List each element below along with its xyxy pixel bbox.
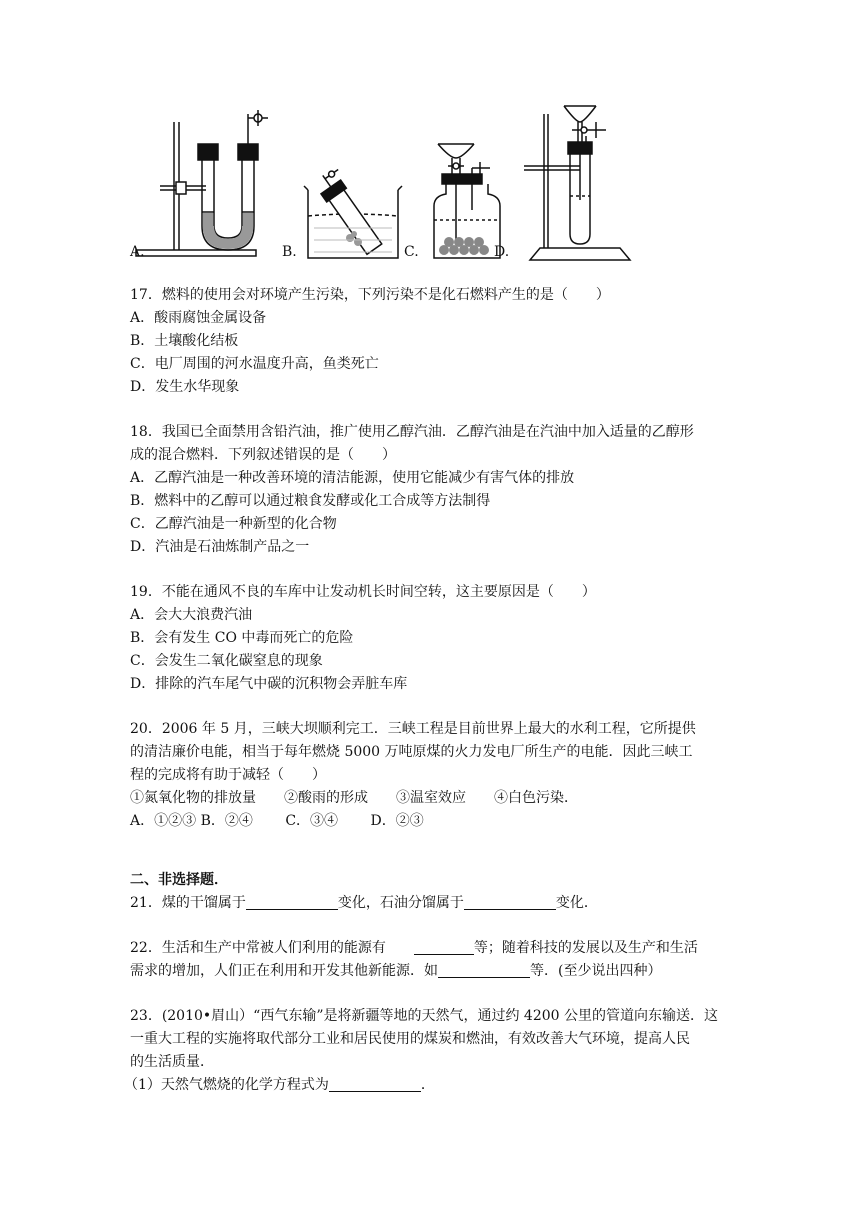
u-tube-apparatus-icon (130, 108, 280, 258)
option-b: B．土壤酸化结板 (130, 333, 239, 349)
option-d: D．发生水华现象 (130, 379, 240, 395)
apparatus-figures (120, 100, 760, 270)
question-20 (130, 718, 740, 833)
answer-blank-1[interactable] (246, 894, 338, 910)
question-21 (130, 892, 740, 915)
beaker-apparatus-icon (298, 164, 408, 264)
options-row (130, 810, 740, 833)
statement-items (130, 787, 740, 810)
question-stem-line-1: 18．我国已全面禁用含铅汽油，推广使用乙醇汽油．乙醇汽油是在汽油中加入适量的乙醇形 (130, 424, 694, 440)
option-d: D．排除的汽车尾气中碳的沉积物会弄脏车库 (130, 676, 408, 692)
q22-text-4: 等．(至少说出四种） (530, 963, 662, 979)
question-stem-line-1: 23．(2010•眉山）“西气东输”是将新疆等地的天然气，通过约 4200 公里的管道向东输送．这 (130, 1008, 719, 1024)
question-content (124, 284, 740, 1119)
sub-question-1 (124, 1074, 740, 1097)
option-d: D．②③ (370, 813, 424, 829)
sub-question-1-end: ． (420, 1077, 435, 1093)
question-18 (130, 421, 740, 559)
question-stem-line-1: 20．2006 年 5 月，三峡大坝顺利完工．三峡工程是目前世界上最大的水利工程，它所提供 (130, 721, 696, 737)
test-tube-stand-apparatus-icon (520, 100, 650, 264)
question-stem-line-2: 的清洁廉价电能，相当于每年燃烧 5000 万吨原煤的火力发电厂所生产的电能．因此三峡工 (130, 744, 693, 760)
figure-b (298, 164, 408, 264)
item-2: ②酸雨的形成 (284, 790, 368, 806)
q22-text-1: 22．生活和生产中常被人们利用的能源有 (130, 940, 386, 956)
question-stem-line-2: 一重大工程的实施将取代部分工业和居民使用的煤炭和燃油，有效改善大气环境，提高人民 (130, 1031, 690, 1047)
option-a: A．乙醇汽油是一种改善环境的清洁能源，使用它能减少有害气体的排放 (130, 470, 575, 486)
answer-blank-2[interactable] (464, 894, 556, 910)
option-b: B．燃料中的乙醇可以通过粮食发酵或化工合成等方法制得 (130, 493, 491, 509)
question-19 (130, 581, 740, 696)
figure-d (520, 100, 650, 264)
q22-text-2: 等；随着科技的发展以及生产和生活 (473, 940, 698, 956)
q21-text-1: 21．煤的干馏属于 (130, 895, 246, 911)
option-b: B．会有发生 CO 中毒而死亡的危险 (130, 630, 354, 646)
q21-text-2: 变化，石油分馏属于 (337, 895, 464, 911)
item-3: ③温室效应 (396, 790, 466, 806)
section-heading: 二、非选择题． (130, 872, 228, 888)
figure-a (130, 108, 280, 258)
question-23 (124, 1005, 740, 1097)
sub-question-1-text: （1）天然气燃烧的化学方程式为 (124, 1077, 329, 1093)
figure-label-b: B. (282, 244, 297, 260)
question-22 (130, 937, 740, 983)
question-stem-line-3: 程的完成将有助于减轻（ ） (130, 767, 326, 783)
option-a: A．会大大浪费汽油 (130, 607, 253, 623)
option-d: D．汽油是石油炼制产品之一 (130, 539, 310, 555)
question-stem: 17．燃料的使用会对环境产生污染，下列污染不是化石燃料产生的是（ ） (130, 287, 610, 303)
option-c: C．会发生二氧化碳窒息的现象 (130, 653, 323, 669)
option-a: A．酸雨腐蚀金属设备 (130, 310, 267, 326)
question-stem: 19．不能在通风不良的车库中让发动机长时间空转，这主要原因是（ ） (130, 584, 596, 600)
q21-text-3: 变化． (555, 895, 598, 911)
answer-blank-2[interactable] (438, 962, 530, 978)
figure-label-c: C. (404, 244, 419, 260)
question-17 (130, 284, 740, 399)
question-21-line (130, 892, 740, 915)
option-a: A．①②③ (130, 813, 197, 829)
question-stem-line-3: 的生活质量． (130, 1054, 214, 1070)
figure-label-a: A. (130, 244, 145, 260)
item-1: ①氮氧化物的排放量 (130, 790, 256, 806)
answer-blank-1[interactable] (414, 939, 474, 955)
option-c: C．③④ (285, 813, 339, 829)
q22-text-3: 需求的增加，人们正在利用和开发其他新能源．如 (130, 963, 438, 979)
question-stem-line-2: 成的混合燃料．下列叙述错误的是（ ） (130, 447, 396, 463)
question-22-line-1 (130, 937, 740, 960)
option-b: B．②④ (200, 813, 253, 829)
option-c: C．电厂周围的河水温度升高，鱼类死亡 (130, 356, 379, 372)
question-22-line-2 (130, 960, 740, 983)
figure-label-d: D. (494, 244, 510, 260)
answer-blank[interactable] (329, 1076, 421, 1092)
option-c: C．乙醇汽油是一种新型的化合物 (130, 516, 337, 532)
item-4: ④白色污染． (494, 790, 578, 806)
